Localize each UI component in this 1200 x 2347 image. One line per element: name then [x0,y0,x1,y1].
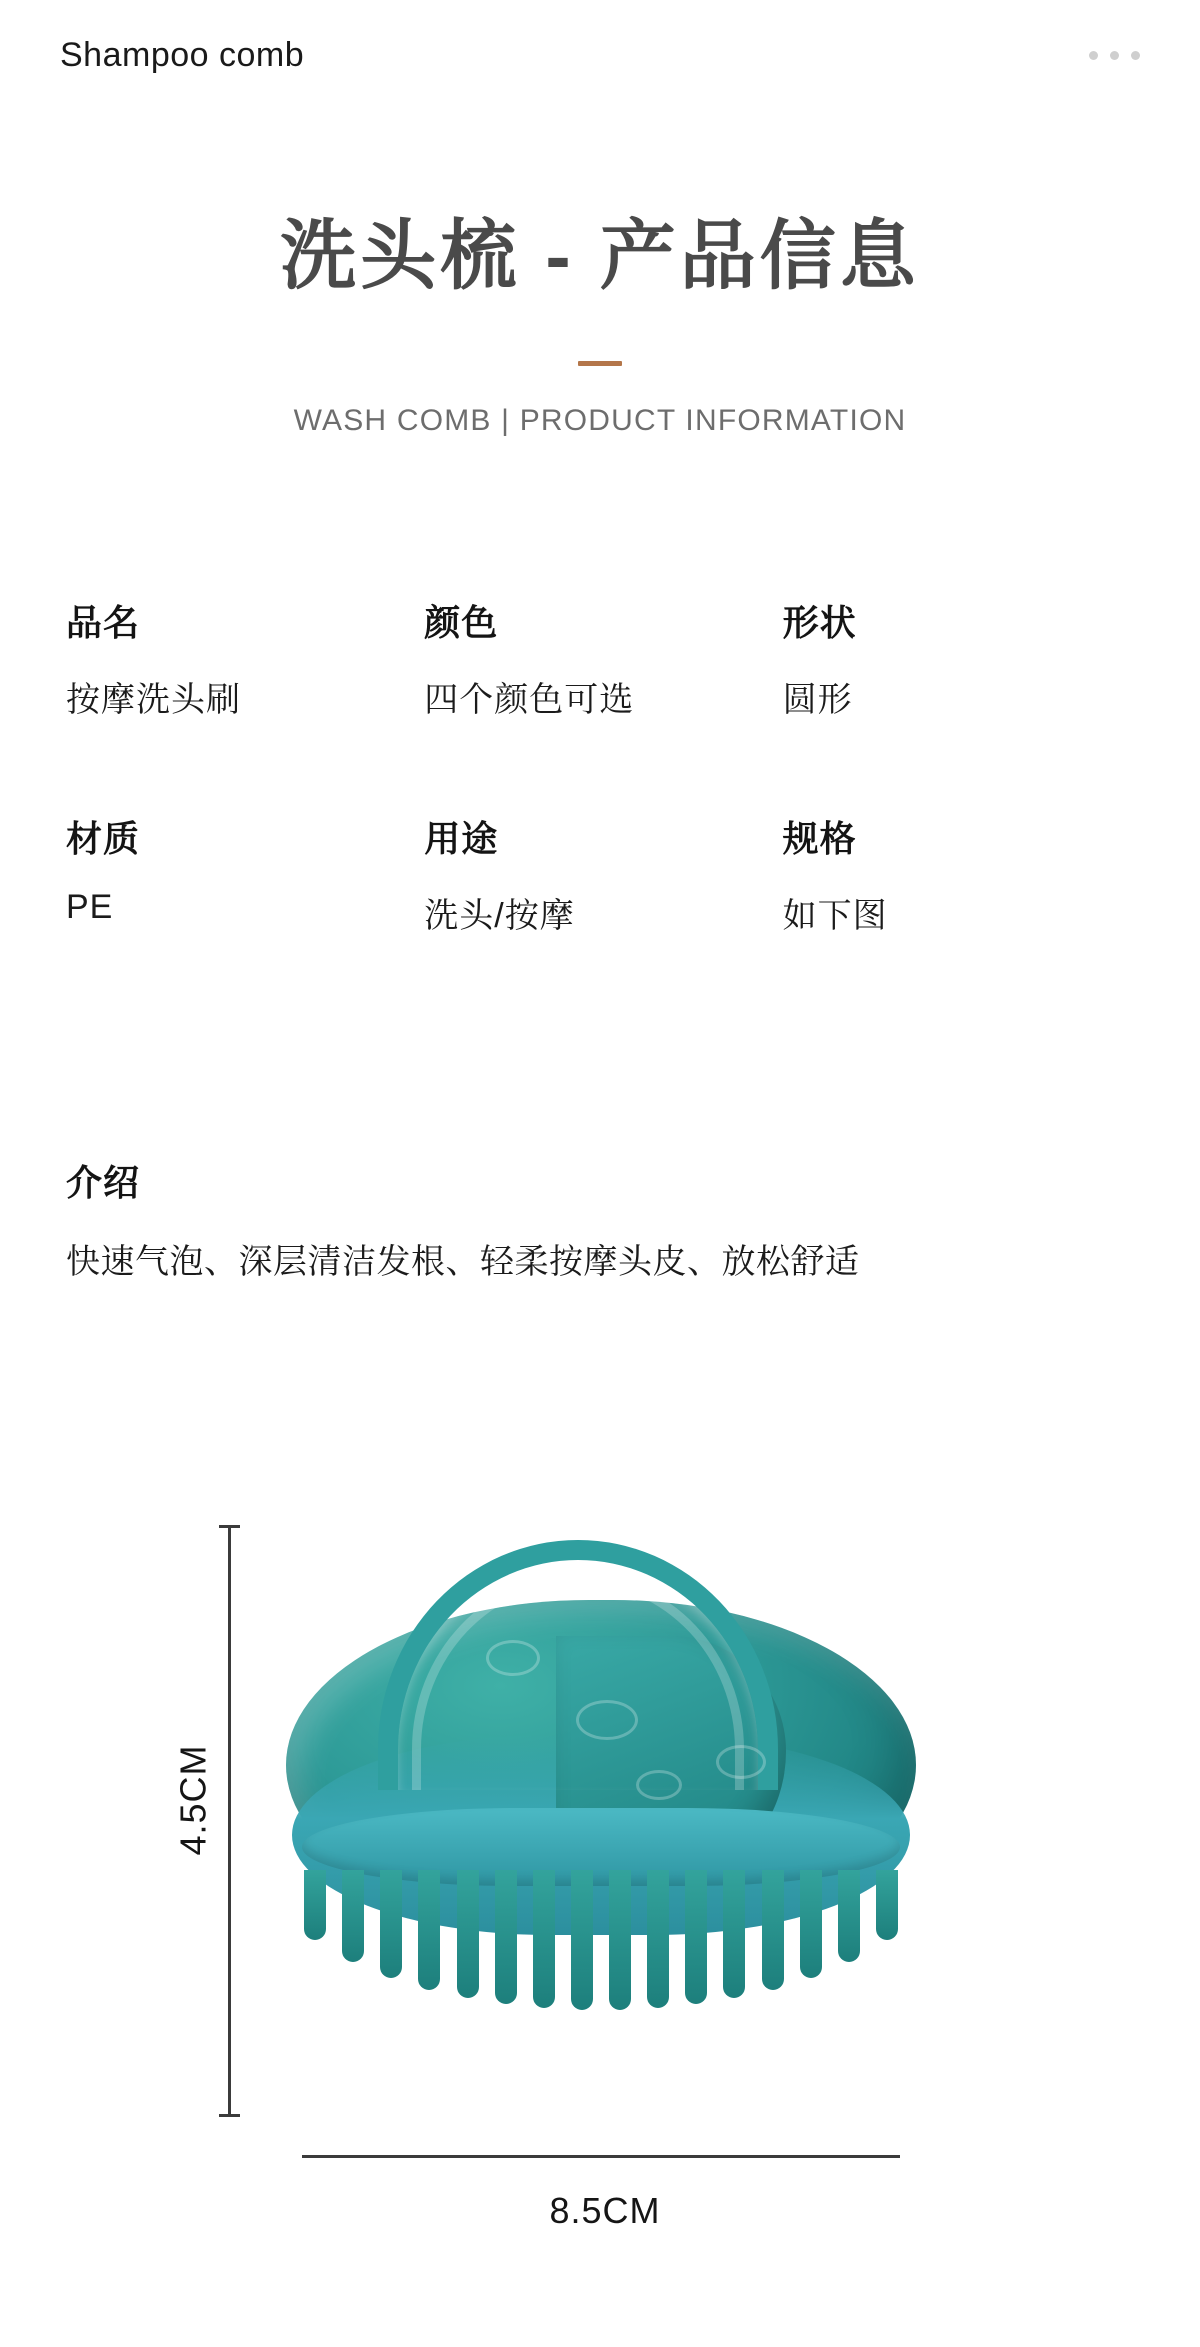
dot [1089,51,1098,60]
spec-row [66,595,1141,721]
spec-value: 洗头/按摩 [424,897,575,935]
bristle [304,1870,326,1940]
spec-value: 圆形 [782,681,853,719]
spec-value: 四个颜色可选 [424,681,635,719]
bristle [800,1870,822,1978]
brush-emboss-pattern [486,1640,540,1676]
bristle [533,1870,555,2008]
bristle [495,1870,517,2004]
height-dimension-label: 4.5CM [172,1744,214,1856]
brush-emboss-pattern [716,1745,766,1779]
spec-cell-name [66,595,424,721]
bristle [380,1870,402,1978]
bristle [685,1870,707,2004]
intro-label: 介绍 [66,1162,141,1203]
bristle [418,1870,440,1990]
bristle [457,1870,479,1998]
spec-value: PE [66,888,114,926]
spec-cell-color [424,595,782,721]
intro-block [66,1155,1146,1283]
spec-label: 规格 [782,818,857,859]
brush-emboss-pattern [636,1770,682,1800]
spec-label: 颜色 [424,602,499,643]
title-divider [578,361,622,366]
bristle [609,1870,631,2010]
spec-cell-shape [783,595,1141,721]
spec-value: 如下图 [782,897,888,935]
width-dimension-value: 8.5CM [549,2190,661,2231]
bristle [571,1870,593,2010]
bristle [838,1870,860,1962]
spec-table [66,595,1141,983]
product-figure [0,1500,1200,2250]
bristle [647,1870,669,2008]
three-dots-icon[interactable] [1089,51,1140,60]
spec-row [66,811,1141,937]
page-subtitle: WASH COMB | PRODUCT INFORMATION [293,403,907,437]
brush-emboss-pattern [576,1700,638,1740]
spec-label: 用途 [424,818,499,859]
width-dimension-line [302,2155,900,2158]
spec-label: 品名 [66,602,141,643]
dot [1131,51,1140,60]
height-dimension-line [228,1525,231,2117]
bristle [342,1870,364,1962]
dot [1110,51,1119,60]
app-topbar [0,0,1200,110]
bristle [762,1870,784,1990]
spec-value: 按摩洗头刷 [66,681,241,719]
brush-bristles [304,1870,898,2050]
bristle [876,1870,898,1940]
app-title: Shampoo comb [60,35,305,74]
spec-row-gap [66,767,1141,811]
spec-cell-usage [424,811,782,937]
spec-label: 材质 [66,818,141,859]
heading-block [0,215,1200,438]
spec-cell-size [783,811,1141,937]
bristle [723,1870,745,1998]
page-title: 洗头梳 - 产品信息 [280,214,920,299]
product-image-shampoo-brush [286,1540,916,2100]
spec-cell-material [66,811,424,937]
intro-text: 快速气泡、深层清洁发根、轻柔按摩头皮、放松舒适 [66,1243,860,1281]
width-dimension-label [0,2190,1200,2232]
spec-label: 形状 [782,602,857,643]
